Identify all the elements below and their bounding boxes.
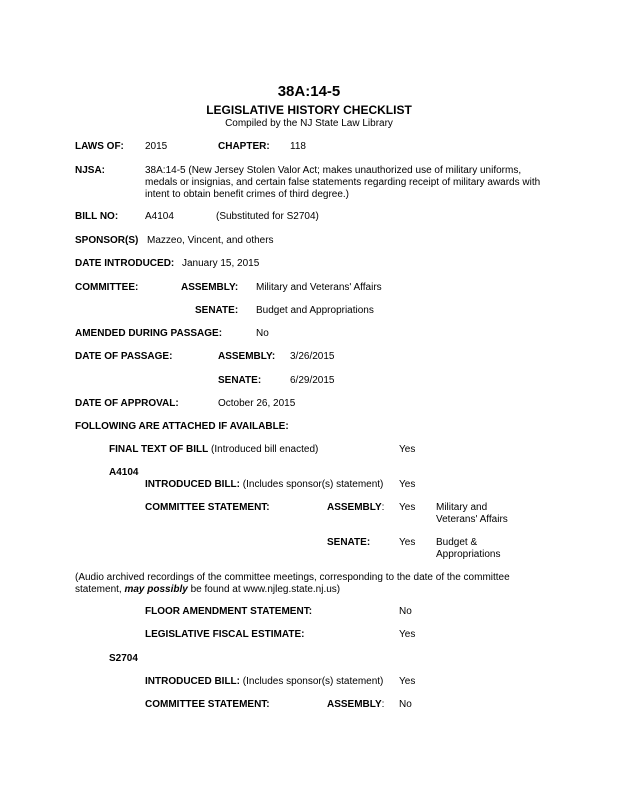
a4104-assembly-label: ASSEMBLY <box>327 502 382 513</box>
a4104-assembly-row <box>327 502 384 514</box>
chapter-value: 118 <box>290 141 306 152</box>
bill-substituted: (Substituted for S2704) <box>216 211 319 222</box>
committee-assembly-value: Military and Veterans' Affairs <box>256 282 382 293</box>
a4104-senate-value: Yes <box>399 537 416 548</box>
a4104-assembly-colon: : <box>381 502 385 513</box>
compiled-by: Compiled by the NJ State Law Library <box>225 118 393 129</box>
passage-senate-label: SENATE: <box>218 375 262 386</box>
fiscal-estimate-value: Yes <box>399 629 416 640</box>
audio-note-emphasis: may possibly <box>124 584 188 595</box>
amended-label: AMENDED DURING PASSAGE: <box>75 328 223 339</box>
s2704-committee-label: COMMITTEE STATEMENT: <box>145 699 270 710</box>
amended-value: No <box>256 328 269 339</box>
committee-senate-value: Budget and Appropriations <box>256 305 374 316</box>
final-text-note: (Introduced bill enacted) <box>208 444 319 455</box>
a4104-committee-label: COMMITTEE STATEMENT: <box>145 502 270 513</box>
audio-note <box>75 572 545 596</box>
date-of-passage-label: DATE OF PASSAGE: <box>75 351 173 362</box>
document-subtitle: LEGISLATIVE HISTORY CHECKLIST <box>206 103 412 117</box>
committee-assembly-label: ASSEMBLY: <box>181 282 239 293</box>
s2704-introduced-value: Yes <box>399 676 416 687</box>
date-of-approval-value: October 26, 2015 <box>218 398 296 409</box>
floor-amendment-label: FLOOR AMENDMENT STATEMENT: <box>145 606 313 617</box>
s2704-assembly-row <box>327 699 384 711</box>
a4104-introduced-value: Yes <box>399 479 416 490</box>
date-introduced-value: January 15, 2015 <box>182 258 260 269</box>
laws-of-value: 2015 <box>145 141 168 152</box>
final-text-label: FINAL TEXT OF BILL <box>109 444 209 455</box>
a4104-assembly-committee: Military and Veterans' Affairs <box>436 502 508 525</box>
a4104-introduced-label: INTRODUCED BILL: <box>145 479 240 490</box>
audio-note-before: (Audio archived recordings of the committee meetings, corresponding to the date of the committee statement, <box>75 572 510 595</box>
date-of-approval-label: DATE OF APPROVAL: <box>75 398 179 409</box>
s2704-label: S2704 <box>109 653 138 664</box>
s2704-introduced-row <box>145 676 383 688</box>
audio-note-after: be found at www.njleg.state.nj.us) <box>187 584 341 595</box>
a4104-assembly-value: Yes <box>399 502 416 513</box>
sponsors-value: Mazzeo, Vincent, and others <box>147 235 274 246</box>
s2704-introduced-note: (Includes sponsor(s) statement) <box>240 676 384 687</box>
njsa-value: 38A:14-5 (New Jersey Stolen Valor Act; makes unauthorized use of military uniforms, medals or insignias, and certain false statements regarding receipt of military awards with intent to obtain benefit crimes of third degree.) <box>145 165 541 200</box>
final-text-row <box>109 444 318 456</box>
attached-heading: FOLLOWING ARE ATTACHED IF AVAILABLE: <box>75 421 289 432</box>
a4104-introduced-row <box>145 479 383 491</box>
passage-assembly-label: ASSEMBLY: <box>218 351 276 362</box>
bill-no-value: A4104 <box>145 211 174 222</box>
s2704-assembly-value: No <box>399 699 412 710</box>
passage-senate-value: 6/29/2015 <box>290 375 335 386</box>
laws-of-label: LAWS OF: <box>75 141 124 152</box>
committee-label: COMMITTEE: <box>75 282 139 293</box>
date-introduced-label: DATE INTRODUCED: <box>75 258 175 269</box>
s2704-introduced-label: INTRODUCED BILL: <box>145 676 240 687</box>
document-title: 38A:14-5 <box>277 83 341 100</box>
a4104-introduced-note: (Includes sponsor(s) statement) <box>240 479 384 490</box>
chapter-label: CHAPTER: <box>218 141 270 152</box>
committee-senate-label: SENATE: <box>195 305 239 316</box>
final-text-value: Yes <box>399 444 416 455</box>
fiscal-estimate-label: LEGISLATIVE FISCAL ESTIMATE: <box>145 629 305 640</box>
a4104-senate-committee: Budget & Appropriations <box>436 537 501 560</box>
s2704-assembly-label: ASSEMBLY <box>327 699 382 710</box>
passage-assembly-value: 3/26/2015 <box>290 351 335 362</box>
s2704-assembly-colon: : <box>381 699 385 710</box>
a4104-label: A4104 <box>109 467 139 478</box>
a4104-senate-label: SENATE: <box>327 537 371 548</box>
floor-amendment-value: No <box>399 606 412 617</box>
njsa-label: NJSA: <box>75 165 106 176</box>
bill-no-label: BILL NO: <box>75 211 119 222</box>
sponsors-label: SPONSOR(S) <box>75 235 139 246</box>
